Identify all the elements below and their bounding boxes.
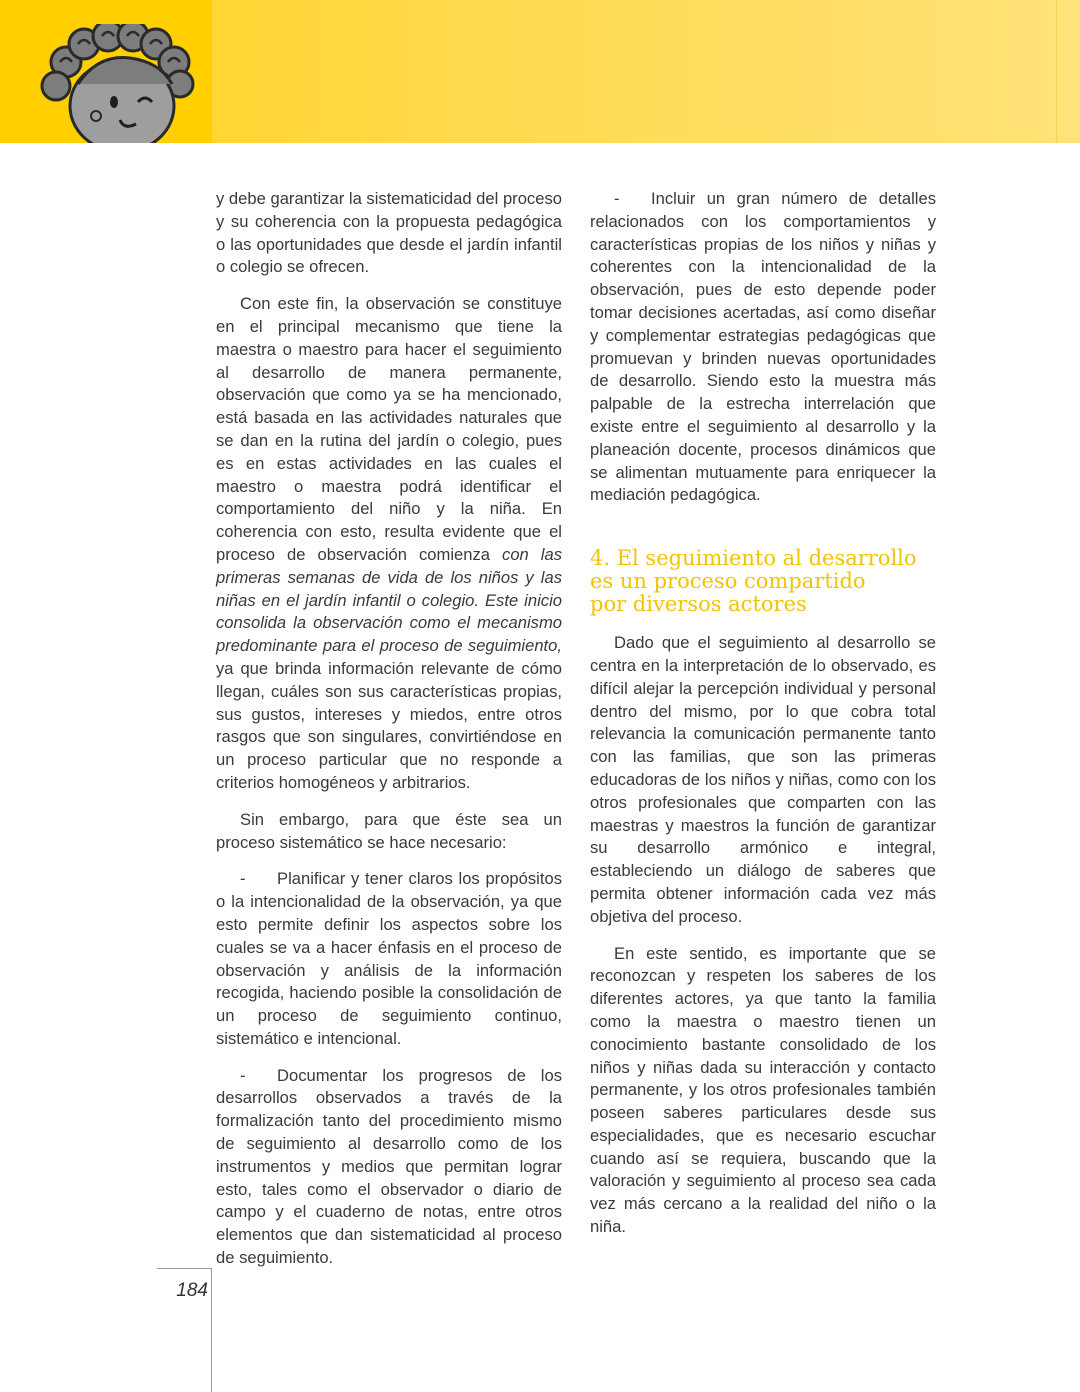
paragraph-4: Dado que el seguimiento al desarrollo se centra en la interpretación de lo observado, es difícil alejar la percepción individual y personal dentro del mismo, por lo que cobra total relevancia la comunicación permanente tanto con las familias, que son las primeras educadoras de los niños y niñas, como con los otros profesionales que comparten con las maestras y maestros la función de garantizar su desarrollo armónico e integral, estableciendo un diálogo de saberes que permita obtener información cada vez más objetiva del proceso.: [590, 633, 936, 926]
bullet-dash: -: [240, 1065, 246, 1085]
page-number-rule-horizontal: [157, 1268, 212, 1269]
paragraph-2: Con este fin, la observación se constituye en el principal mecanismo que tiene la maestra o maestro para hacer el seguimiento al desarrollo de manera permanente, observación que como ya se ha mencionado, está basada en las actividades naturales que se dan en la rutina del jardín o colegio, pues es en estas actividades en las cuales el maestro o maestra podrá identificar el comportamiento del niño y la niña. En coherencia con esto, resulta evidente que el proceso de observación comienza con las primeras semanas de vida de los niños y las niñas en el jardín infantil o colegio. Este inicio consolida la observación como el mecanismo predominante para el proceso de seguimiento, ya que brinda información relevante de cómo llegan, cuáles son sus características propias, sus gustos, intereses y miedos, entre otros rasgos que son singulares, convirtiéndose en un proceso particular que no responde a criterios homogéneos y arbitrarios.: [216, 294, 562, 792]
bullet-dash: -: [240, 869, 246, 889]
header-divider: [1056, 0, 1057, 143]
child-face-illustration: [38, 24, 198, 143]
page-number: 184: [176, 1280, 208, 1301]
bullet-item-incluir: - Incluir un gran número de detalles relacionados con los comportamientos y características propias de los niños y niñas y coherentes con la intencionalidad de la observación, pues de esto depende poder tomar decisiones acertadas, así como diseñar y complementar estrategias pedagógicas que promuevan y brinden nuevas oportunidades de desarrollo. Siendo esto la muestra más palpable de la estrecha interrelación que existe entre el seguimiento al desarrollo y la planeación docente, procesos dinámicos que se alimentan mutuamente para enriquecer la mediación pedagógica.: [590, 189, 936, 505]
bullet-item-planificar: - Planificar y tener claros los propósitos o la intencionalidad de la observación, ya que esto permite definir los aspectos sobre los cuales se va a hacer énfasis en el proceso de observación y análisis de la información recogida, haciendo posible la consolidación de un proceso de seguimiento continuo, sistemático e intencional.: [216, 869, 562, 1048]
paragraph-5: En este sentido, es importante que se reconozcan y respeten los saberes de los diferentes actores, ya que tanto la familia como la maestra o maestro tienen un conocimiento bastante consolidado de los niños y niñas dada su interacción y contacto permanente, y los otros profesionales también poseen saberes particulares desde sus especialidades, que es necesario escuchar cuando así se requiera, buscando que la valoración y seguimiento al proceso sea cada vez más cercano a la realidad del niño o la niña.: [590, 943, 936, 1237]
header-mascot-panel: [0, 0, 212, 143]
paragraph-3: Sin embargo, para que éste sea un proceso sistemático se hace necesario:: [216, 809, 562, 852]
bullet-item-documentar: - Documentar los progresos de los desarrollos observados a través de la formalización tanto del procedimiento mismo de seguimiento al desarrollo como de los instrumentos y medios que permitan lograr esto, tales como el observador o diario de campo y el cuaderno de notas, entre otros elementos que dan sistematicidad al proceso de seguimiento.: [216, 1065, 562, 1268]
bullet-dash: -: [614, 189, 620, 208]
section-heading: 4. El seguimiento al desarrollo es un proceso compartido por diversos actores: [590, 546, 917, 617]
right-column: [590, 188, 936, 1253]
paragraph-1: y debe garantizar la sistematicidad del proceso y su coherencia con la propuesta pedagógica o las oportunidades que desde el jardín infantil o colegio se ofrecen.: [216, 189, 562, 277]
left-column: [216, 188, 562, 1284]
page-number-rule-vertical: [211, 1268, 212, 1392]
